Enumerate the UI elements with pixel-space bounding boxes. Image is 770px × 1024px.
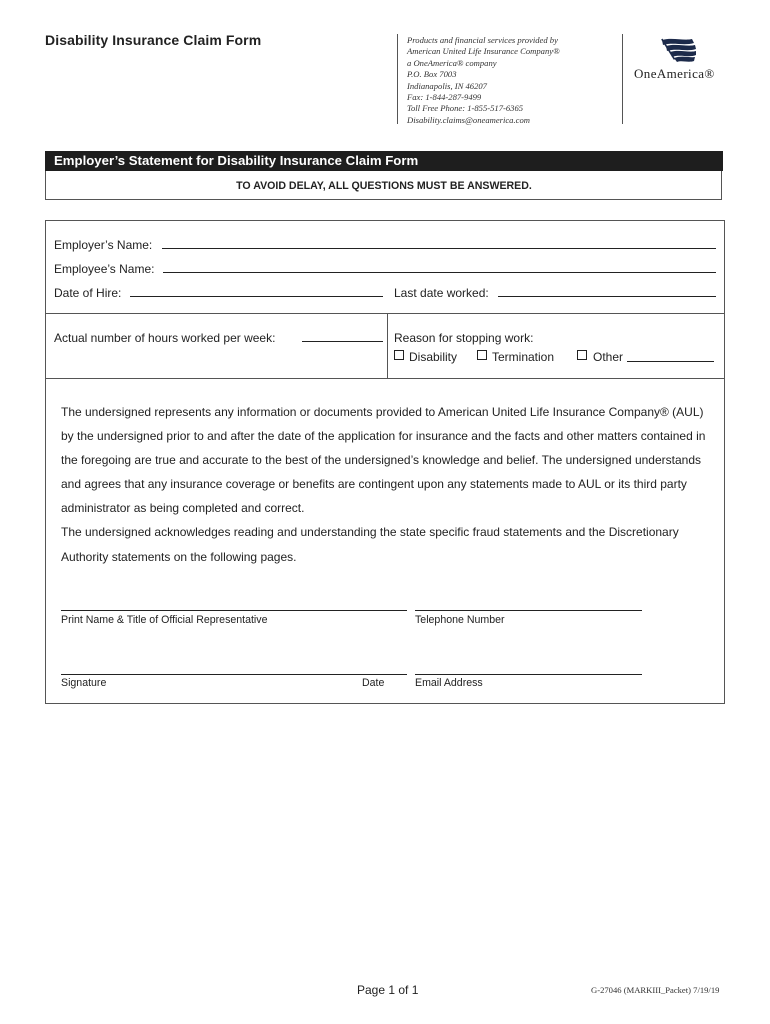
disability-option-label: Disability	[409, 350, 458, 364]
address-line: a OneAmerica® company	[407, 57, 497, 68]
print-name-label: Print Name & Title of Official Representative	[61, 614, 268, 626]
form-divider	[45, 378, 725, 379]
form-code: G-27046 (MARKIII_Packet) 7/19/19	[591, 985, 720, 995]
employee-name-label: Employee’s Name:	[54, 262, 155, 276]
attestation-statement	[61, 400, 711, 569]
employee-name-field[interactable]	[163, 272, 716, 273]
address-line: Disability.claims@oneamerica.com	[407, 114, 530, 125]
address-line: Fax: 1-844-287-9499	[407, 92, 482, 103]
company-address-block	[407, 35, 597, 126]
page-number: Page 1 of 1	[357, 983, 419, 997]
hours-per-week-field[interactable]	[302, 341, 383, 342]
date-of-hire-field[interactable]	[130, 296, 383, 297]
address-line: American United Life Insurance Company®	[407, 46, 560, 57]
signature-label: Signature	[61, 677, 107, 689]
employer-name-label: Employer’s Name:	[54, 238, 153, 252]
telephone-label: Telephone Number	[415, 614, 505, 626]
disability-checkbox[interactable]	[394, 350, 404, 360]
reason-label: Reason for stopping work:	[394, 331, 534, 345]
attestation-paragraph: The undersigned represents any information or documents provided to American United Life Insurance Company® (AUL) by the undersigned prior to and after the date of the application for insurance and the facts and other matters contained in the foregoing are true and accurate to the best of the undersigned’s knowledge and belief. The undersigned understands and agrees that any insurance coverage or benefits are contingent upon any statements made to AUL or its third party administrator as being completed and correct.	[61, 405, 706, 516]
section-title: Employer’s Statement for Disability Insurance Claim Form	[54, 153, 419, 168]
other-option-label: Other	[593, 350, 624, 364]
notice-text: TO AVOID DELAY, ALL QUESTIONS MUST BE ANSWERED.	[236, 180, 532, 192]
header-divider-left	[397, 34, 398, 124]
form-title: Disability Insurance Claim Form	[45, 32, 262, 48]
email-field[interactable]	[415, 674, 642, 675]
address-line: Toll Free Phone: 1-855-517-6365	[407, 103, 524, 114]
other-reason-field[interactable]	[627, 361, 714, 362]
header-divider-right	[622, 34, 623, 124]
signature-field[interactable]	[61, 674, 407, 675]
address-line: Products and financial services provided by	[407, 35, 558, 45]
termination-checkbox[interactable]	[477, 350, 487, 360]
email-label: Email Address	[415, 677, 483, 689]
last-date-worked-label: Last date worked:	[394, 286, 489, 300]
telephone-field[interactable]	[415, 610, 642, 611]
termination-option-label: Termination	[492, 350, 555, 364]
form-divider	[45, 313, 725, 314]
print-name-field[interactable]	[61, 610, 407, 611]
acknowledgement-paragraph: The undersigned acknowledges reading and understanding the state specific fraud statements and the Discretionary Authority statements on the following pages.	[61, 525, 679, 564]
last-date-worked-field[interactable]	[498, 296, 716, 297]
address-line: Indianapolis, IN 46207	[407, 80, 487, 91]
date-of-hire-label: Date of Hire:	[54, 286, 122, 300]
logo-wordmark: OneAmerica®	[634, 66, 715, 81]
employer-name-field[interactable]	[162, 248, 716, 249]
other-checkbox[interactable]	[577, 350, 587, 360]
date-label: Date	[362, 677, 385, 689]
address-line: P.O. Box 7003	[407, 69, 457, 80]
hours-per-week-label: Actual number of hours worked per week:	[54, 331, 276, 345]
form-column-divider	[387, 313, 388, 378]
